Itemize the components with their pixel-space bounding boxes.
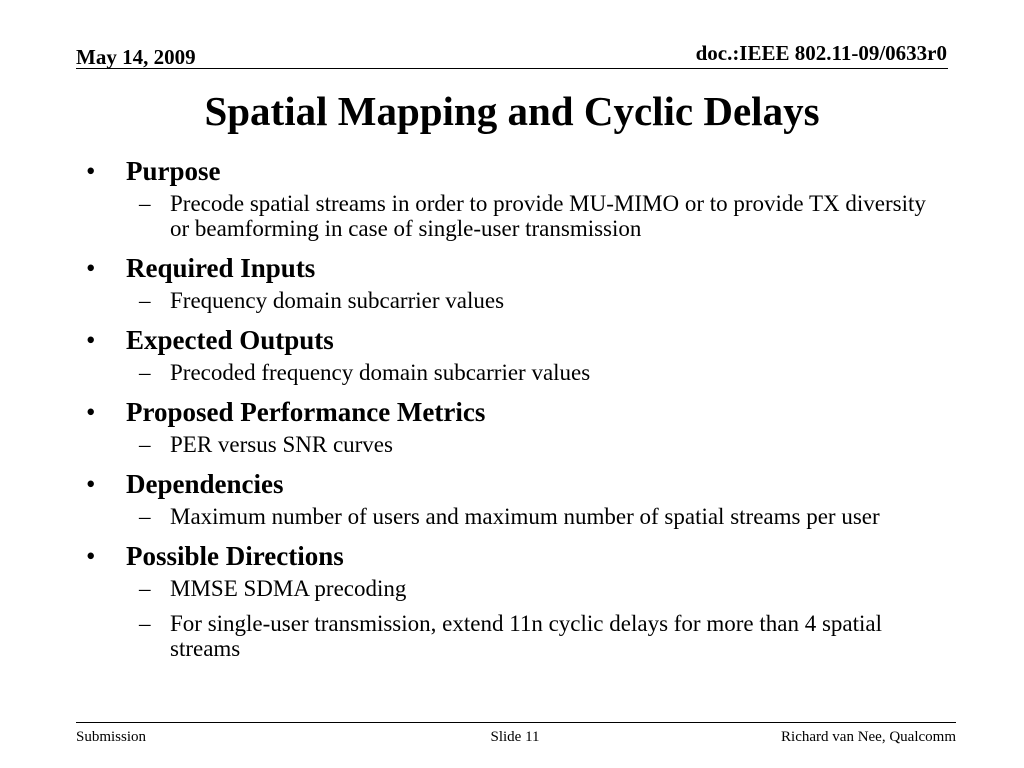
- sub-bullet-text: Precode spatial streams in order to provide MU-MIMO or to provide TX diversity or beamforming in case of single-user transmission: [170, 191, 926, 241]
- sub-bullet-item: [86, 611, 946, 661]
- header-date: May 14, 2009: [76, 45, 196, 69]
- outline-section: [86, 467, 946, 529]
- outline-section: [86, 395, 946, 457]
- outline-section: [86, 323, 946, 385]
- slide-title: Spatial Mapping and Cyclic Delays: [204, 88, 820, 134]
- sub-bullet-item: [86, 288, 946, 313]
- bullet-heading: [86, 467, 946, 502]
- bullet-heading: [86, 323, 946, 358]
- dash-icon: –: [139, 432, 151, 457]
- bullet-icon: •: [86, 156, 96, 186]
- bullet-heading: [86, 539, 946, 574]
- bullet-heading-text: Proposed Performance Metrics: [126, 397, 486, 427]
- sub-bullet-text: MMSE SDMA precoding: [170, 576, 407, 601]
- outline-section: [86, 251, 946, 313]
- sub-bullet-item: [86, 191, 946, 241]
- bullet-heading-text: Purpose: [126, 156, 221, 186]
- dash-icon: –: [139, 360, 151, 385]
- bullet-icon: •: [86, 397, 96, 427]
- bullet-icon: •: [86, 541, 96, 571]
- dash-icon: –: [139, 611, 151, 636]
- dash-icon: –: [139, 288, 151, 313]
- sub-bullet-text: PER versus SNR curves: [170, 432, 393, 457]
- bullet-icon: •: [86, 253, 96, 283]
- slide-body: [86, 154, 946, 671]
- bullet-heading-text: Dependencies: [126, 469, 284, 499]
- sub-bullet-item: [86, 504, 946, 529]
- outline-section: [86, 154, 946, 241]
- bullet-heading-text: Required Inputs: [126, 253, 316, 283]
- dash-icon: –: [139, 576, 151, 601]
- bullet-icon: •: [86, 469, 96, 499]
- bullet-heading: [86, 154, 946, 189]
- footer-divider: [76, 722, 956, 723]
- footer-author: Richard van Nee, Qualcomm: [781, 729, 956, 745]
- sub-bullet-text: Maximum number of users and maximum number of spatial streams per user: [170, 504, 880, 529]
- bullet-heading-text: Possible Directions: [126, 541, 344, 571]
- sub-bullet-text: Frequency domain subcarrier values: [170, 288, 505, 313]
- bullet-heading-text: Expected Outputs: [126, 325, 334, 355]
- bullet-heading: [86, 251, 946, 286]
- sub-bullet-item: [86, 360, 946, 385]
- sub-bullet-text: Precoded frequency domain subcarrier values: [170, 360, 591, 385]
- footer-slide-number: Slide 11: [490, 729, 540, 745]
- sub-bullet-item: [86, 432, 946, 457]
- sub-bullet-text: For single-user transmission, extend 11n cyclic delays for more than 4 spatial streams: [170, 611, 882, 661]
- outline-section: [86, 539, 946, 661]
- dash-icon: –: [139, 191, 151, 216]
- header-divider: [76, 68, 948, 69]
- sub-bullet-item: [86, 576, 946, 601]
- header-doc-id: doc.:IEEE 802.11-09/0633r0: [695, 41, 947, 65]
- footer-submission: Submission: [76, 729, 147, 745]
- bullet-icon: •: [86, 325, 96, 355]
- bullet-heading: [86, 395, 946, 430]
- dash-icon: –: [139, 504, 151, 529]
